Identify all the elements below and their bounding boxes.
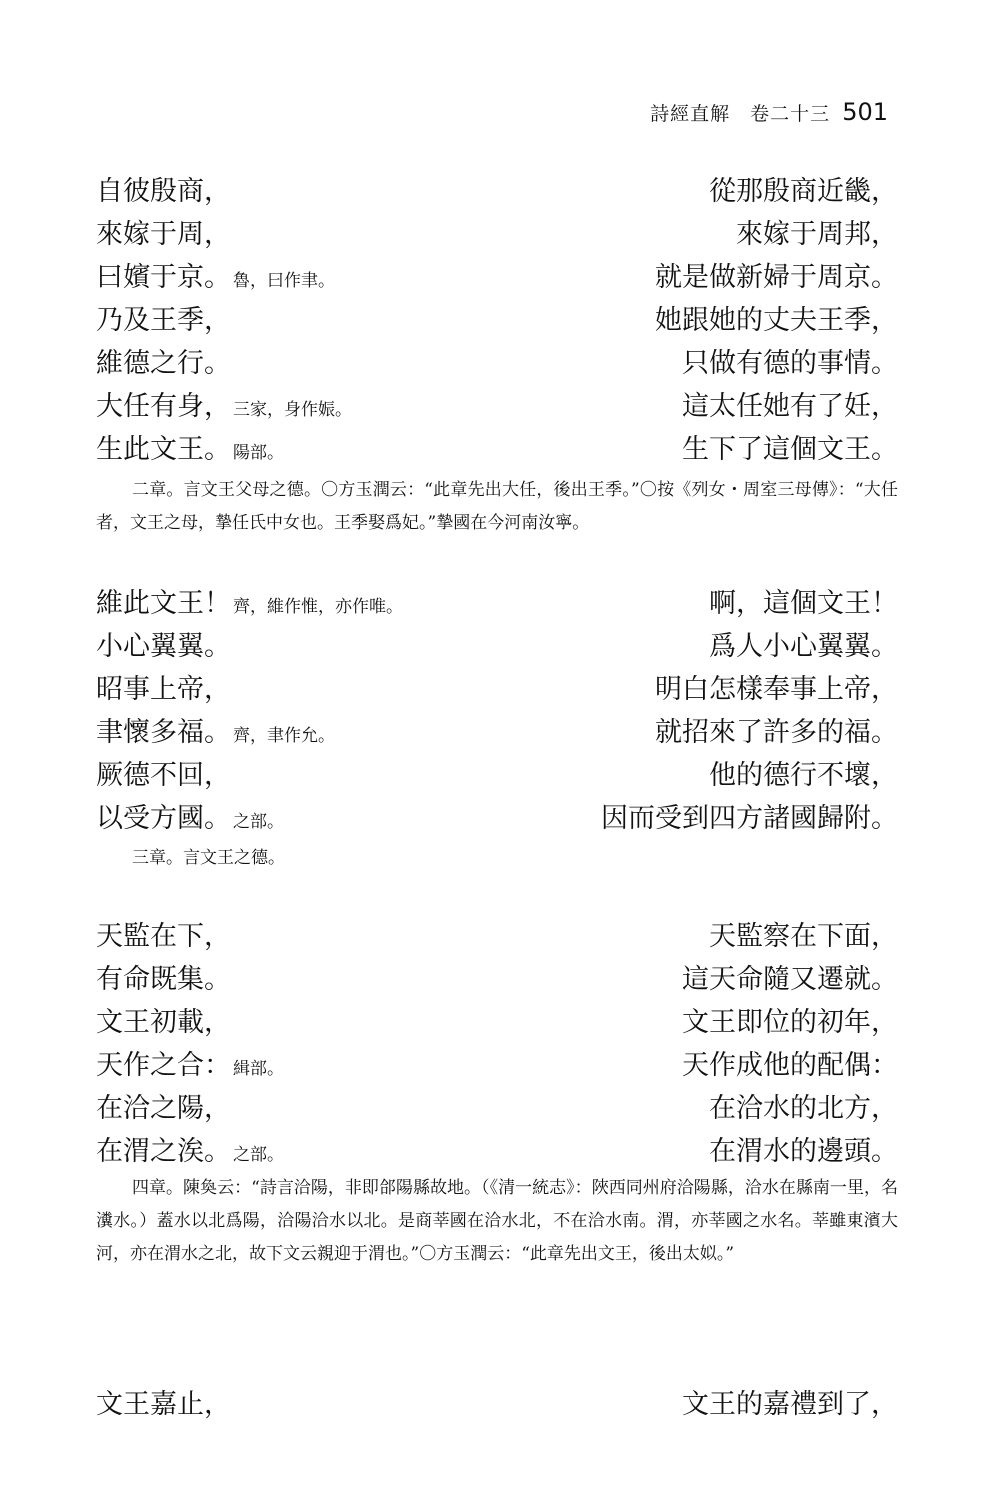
stanza-commentary: 三章。言文王之德。 (132, 848, 285, 868)
verse-original: 有命既集。 (96, 964, 231, 995)
book-title: 詩經直解 卷二十三 (650, 103, 831, 125)
verse-original: 天作之合： (96, 1050, 231, 1081)
verse-translation: 因而受到四方諸國歸附。 (601, 803, 898, 834)
verse-line (96, 215, 898, 255)
verse-original: 小心翼翼。 (96, 631, 231, 662)
verse-line (96, 1132, 898, 1172)
verse-note: 齊，聿作允。 (233, 726, 335, 746)
verse-original: 乃及王季， (96, 305, 231, 336)
verse-note: 陽部。 (233, 443, 284, 463)
stanza-commentary: 二章。言文王父母之德。〇方玉潤云：“此章先出大任，後出王季。”〇按《列女・周室三母傳》：“大任者，文王之母，摯任氏中女也。王季娶爲妃。”摯國在今河南汝寧。 (96, 480, 898, 533)
verse-line (96, 713, 898, 753)
verse-original: 生此文王。 (96, 434, 231, 465)
verse-original: 曰嬪于京。 (96, 262, 231, 293)
verse-note: 之部。 (233, 812, 284, 832)
verse-original: 文王初載， (96, 1007, 231, 1038)
verse-original: 聿懷多福。 (96, 717, 231, 748)
verse-original: 昭事上帝， (96, 674, 231, 705)
verse-original: 在洽之陽， (96, 1093, 231, 1124)
verse-original: 文王嘉止， (96, 1389, 231, 1420)
verse-translation: 明白怎樣奉事上帝， (655, 674, 898, 705)
verse-note: 之部。 (233, 1145, 284, 1165)
verse-line (96, 1046, 898, 1086)
verse-line (96, 258, 898, 298)
verse-line (96, 917, 898, 957)
verse-line (96, 1003, 898, 1043)
verse-original: 以受方國。 (96, 803, 231, 834)
stanza-commentary: 四章。陳奐云：“詩言洽陽，非即郃陽縣故地。（《清一統志》：陜西同州府洽陽縣，洽水在縣南一里，名瀵水。）蓋水以北爲陽，洽陽洽水以北。是商莘國在洽水北，不在洽水南。渭，亦莘國之水名。莘雖東濱大河，亦在渭水之北，故下文云親迎于渭也。”〇方玉潤云：“此章先出文王，後出太姒。” (96, 1178, 898, 1264)
verse-translation: 在渭水的邊頭。 (709, 1136, 898, 1167)
verse-translation: 就招來了許多的福。 (655, 717, 898, 748)
verse-line (96, 670, 898, 710)
verse-translation: 他的德行不壞， (709, 760, 898, 791)
verse-original: 天監在下， (96, 921, 231, 952)
verse-line (96, 301, 898, 341)
verse-translation: 生下了這個文王。 (682, 434, 898, 465)
verse-translation: 文王即位的初年， (682, 1007, 898, 1038)
verse-line (96, 584, 898, 624)
verse-translation: 從那殷商近畿， (709, 176, 898, 207)
verse-line (96, 387, 898, 427)
verse-line (96, 756, 898, 796)
verse-original: 大任有身， (96, 391, 231, 422)
verse-line (96, 799, 898, 839)
verse-note: 三家，身作娠。 (233, 400, 352, 420)
verse-translation: 爲人小心翼翼。 (709, 631, 898, 662)
verse-note: 緝部。 (233, 1059, 284, 1079)
page-number: 501 (842, 98, 888, 126)
verse-original: 在渭之涘。 (96, 1136, 231, 1167)
verse-translation: 就是做新婦于周京。 (655, 262, 898, 293)
verse-line (96, 1089, 898, 1129)
verse-translation: 天監察在下面， (709, 921, 898, 952)
verse-original: 厥德不回， (96, 760, 231, 791)
verse-original: 維此文王！ (96, 588, 231, 619)
verse-translation: 天作成他的配偶： (682, 1050, 898, 1081)
verse-line (96, 1385, 898, 1425)
verse-line (96, 627, 898, 667)
verse-note: 齊，維作惟，亦作唯。 (233, 597, 403, 617)
verse-translation: 來嫁于周邦， (736, 219, 898, 250)
verse-line (96, 344, 898, 384)
verse-line (96, 960, 898, 1000)
verse-line (96, 172, 898, 212)
verse-translation: 這天命隨又遷就。 (682, 964, 898, 995)
verse-original: 維德之行。 (96, 348, 231, 379)
verse-line (96, 430, 898, 470)
verse-original: 來嫁于周， (96, 219, 231, 250)
verse-translation: 只做有德的事情。 (682, 348, 898, 379)
verse-original: 自彼殷商， (96, 176, 231, 207)
verse-translation: 啊，這個文王！ (709, 588, 898, 619)
verse-note: 魯，曰作聿。 (233, 271, 335, 291)
running-header (650, 98, 888, 126)
verse-translation: 在洽水的北方， (709, 1093, 898, 1124)
verse-translation: 文王的嘉禮到了， (682, 1389, 898, 1420)
verse-translation: 她跟她的丈夫王季， (655, 305, 898, 336)
verse-translation: 這太任她有了妊， (682, 391, 898, 422)
